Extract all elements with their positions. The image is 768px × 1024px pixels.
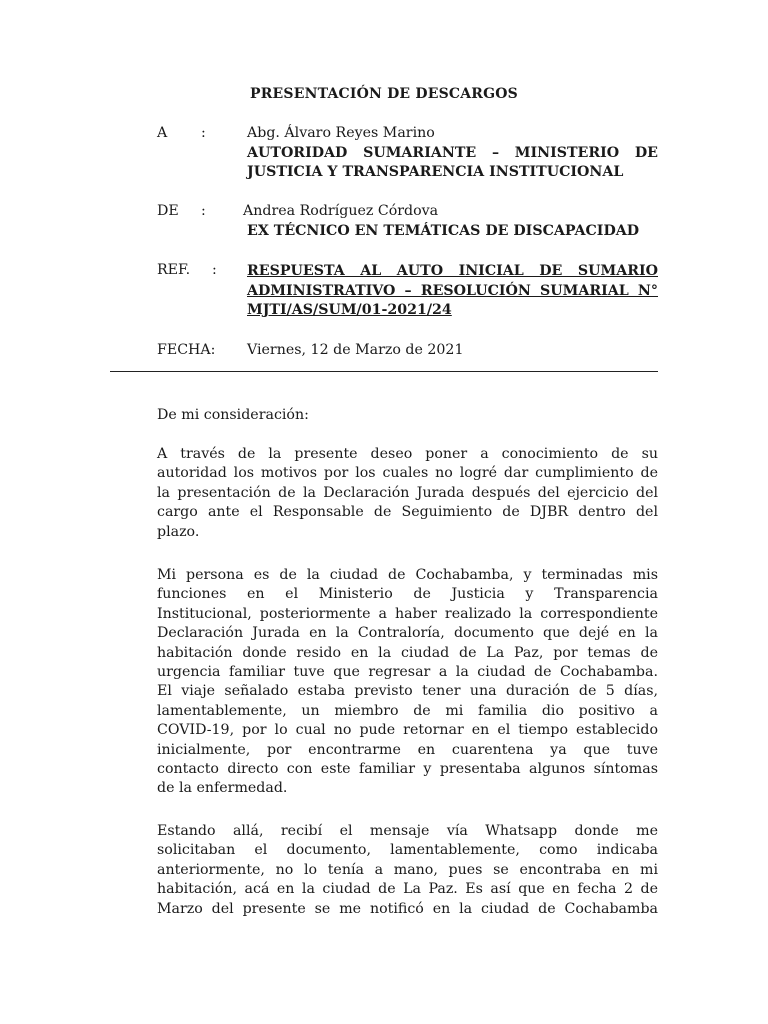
paragraph-line: de la enfermedad. (157, 780, 288, 797)
date-value: Viernes, 12 de Marzo de 2021 (247, 342, 464, 358)
date-label: FECHA: (157, 342, 216, 358)
paragraph-line: Marzo del presente se me notificó en la ciudad de Cochabamba (157, 900, 658, 917)
paragraph-line: inicialmente, por encontrarme en cuarentena ya que tuve (157, 741, 658, 758)
from-name: Andrea Rodríguez Córdova (243, 203, 439, 219)
paragraph-line: COVID-19, por lo cual no pude retornar en el tiempo establecido (157, 722, 658, 739)
paragraph-line: autoridad los motivos por los cuales no logré dar cumplimiento de (157, 465, 658, 482)
document-title: PRESENTACIÓN DE DESCARGOS (250, 86, 518, 102)
ref-line-2: ADMINISTRATIVO – RESOLUCIÓN SUMARIAL N° (247, 283, 658, 299)
paragraph-line: anteriormente, no lo tenía a mano, pues se encontraba en mi (157, 861, 658, 878)
paragraph-line: habitación, acá en la ciudad de La Paz. Es así que en fecha 2 de (157, 881, 658, 898)
salutation: De mi consideración: (157, 407, 309, 423)
paragraph-line: Declaración Jurada en la Contraloría, documento que dejé en la (157, 625, 658, 642)
from-label: DE (157, 203, 179, 219)
ref-line-1: RESPUESTA AL AUTO INICIAL DE SUMARIO (247, 263, 658, 279)
from-colon: : (201, 203, 206, 219)
to-label: A (157, 125, 168, 141)
from-role: EX TÉCNICO EN TEMÁTICAS DE DISCAPACIDAD (247, 223, 640, 239)
paragraph-line: urgencia familiar tuve que regresar a la ciudad de Cochabamba. (157, 664, 658, 681)
paragraph-line: Institucional, posteriormente a haber realizado la correspondiente (157, 605, 658, 622)
paragraph-line: A través de la presente deseo poner a conocimiento de su (157, 446, 658, 462)
paragraph-1 (157, 445, 658, 542)
paragraph-line: Mi persona es de la ciudad de Cochabamba, y terminadas mis (157, 567, 658, 583)
to-colon: : (201, 125, 206, 141)
paragraph-2 (157, 566, 658, 799)
paragraph-line: la presentación de la Declaración Jurada después del ejercicio del (157, 484, 658, 501)
paragraph-line: plazo. (157, 523, 200, 540)
paragraph-line: Estando allá, recibí el mensaje vía Whatsapp donde me (157, 823, 658, 839)
paragraph-line: habitación donde resido en la ciudad de La Paz, por temas de (157, 644, 658, 661)
paragraph-line: cargo ante el Responsable de Seguimiento de DJBR dentro del (157, 504, 658, 521)
to-role-line-1: AUTORIDAD SUMARIANTE – MINISTERIO DE (247, 145, 658, 161)
paragraph-line: funciones en el Ministerio de Justicia y Transparencia (157, 586, 658, 603)
ref-colon: : (212, 262, 217, 278)
ref-line-3: MJTI/AS/SUM/01-2021/24 (247, 302, 452, 318)
ref-label: REF. (157, 262, 191, 278)
paragraph-3 (157, 822, 658, 919)
paragraph-line: El viaje señalado estaba previsto tener una duración de 5 días, (157, 683, 658, 700)
to-name: Abg. Álvaro Reyes Marino (247, 125, 435, 141)
paragraph-line: solicitaban el documento, lamentablemente, como indicaba (157, 842, 658, 859)
paragraph-line: lamentablemente, un miembro de mi familia dio positivo a (157, 702, 658, 719)
paragraph-line: contacto directo con este familiar y presentaba algunos síntomas (157, 761, 658, 778)
header-divider (110, 371, 658, 372)
to-role-line-2: JUSTICIA Y TRANSPARENCIA INSTITUCIONAL (247, 164, 624, 180)
